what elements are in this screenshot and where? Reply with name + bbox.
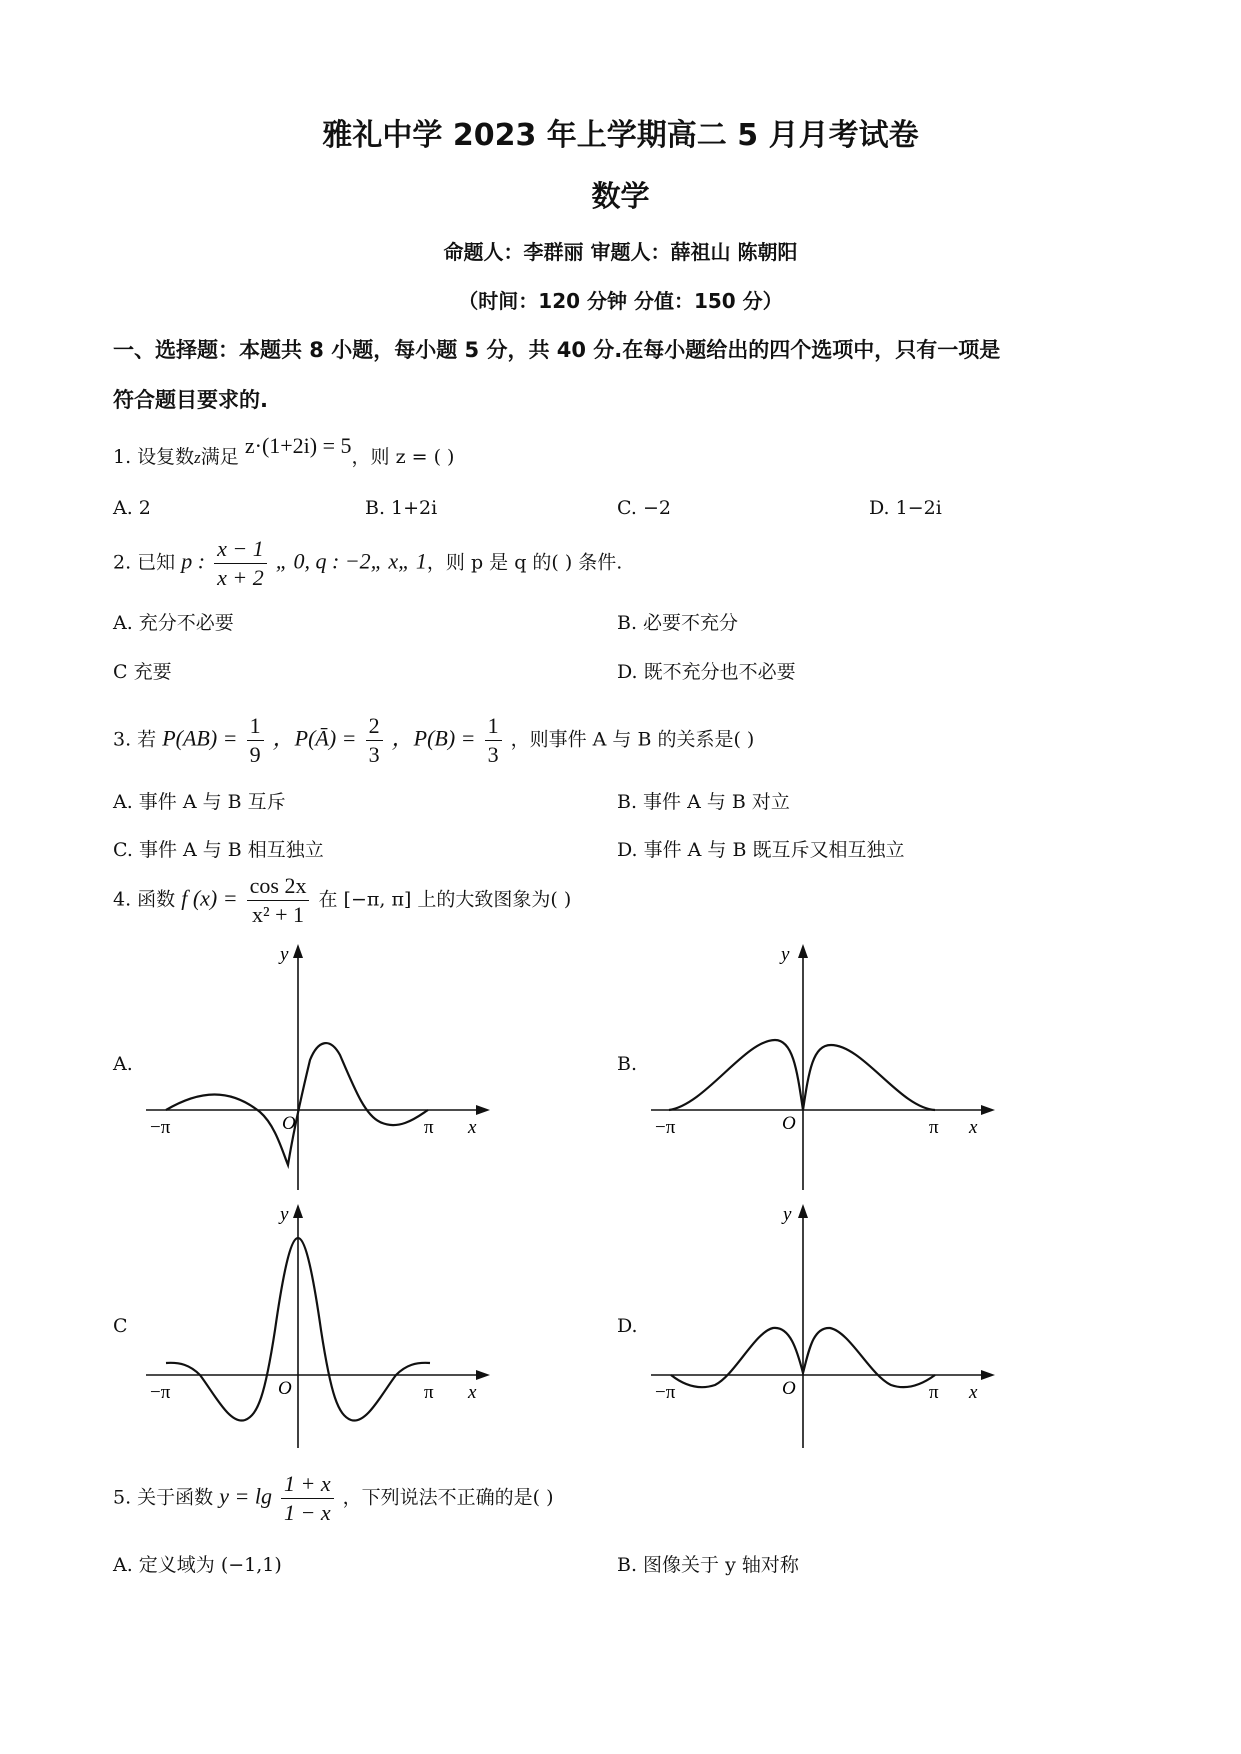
question-3 [113,712,754,769]
q2-fraction [214,535,267,592]
q5-option-b[interactable]: B. 图像关于 y 轴对称 [617,1554,799,1576]
q1-option-a[interactable]: A. 2 [113,497,151,519]
neg-pi-label: −π [150,1117,171,1138]
q3-option-c[interactable]: C. 事件 A 与 B 相互独立 [113,839,324,861]
neg-pi-label: −π [655,1382,676,1403]
x-label: x [969,1382,978,1403]
q3-option-b[interactable]: B. 事件 A 与 B 对立 [617,791,790,813]
x-arrow-icon [476,1370,490,1380]
q3-f3-den: 3 [487,742,499,767]
q1-ask: ，则 z = ( ) [351,446,455,468]
y-arrow-icon [798,1204,808,1218]
q3-f2-num: 2 [366,712,383,741]
q3-f3-num: 1 [485,712,502,741]
q3-f1-num: 1 [247,712,264,741]
q1-var: z [194,448,201,467]
graph-a-curve [166,1043,428,1165]
q2-option-d[interactable]: D. 既不充分也不必要 [617,661,796,683]
q3-f2-den: 3 [368,742,380,767]
y-label: y [781,944,790,965]
graph-d-label[interactable]: D. [617,1315,638,1337]
graph-c-label[interactable]: C [113,1315,128,1337]
q4-mid: 在 [−π, π] 上的大致图象为( ) [318,888,572,911]
y-label: y [280,944,289,965]
q3-expr-3: ，P(B) = [391,725,476,751]
authors: 命题人：李群丽 审题人：薛祖山 陈朝阳 [443,240,798,264]
q1-option-c[interactable]: C. −2 [617,497,671,519]
q5-tail: ，下列说法不正确的是( ) [342,1486,554,1509]
q2-option-b[interactable]: B. 必要不充分 [617,612,739,634]
q5-fx: y = lg [219,1483,272,1509]
q3-fraction-2 [366,712,383,769]
x-arrow-icon [981,1105,995,1115]
q5-pre: 5. 关于函数 [113,1486,214,1509]
q3-expr-1: P(AB) = [162,725,238,751]
q4-pre: 4. 函数 [113,888,176,911]
question-4 [113,872,571,929]
y-arrow-icon [293,1204,303,1218]
subject-title: 数学 [591,179,650,213]
section-heading-cont: 符合题目要求的. [113,388,268,412]
neg-pi-label: −π [655,1117,676,1138]
q4-fraction-num: cos 2x [247,872,310,901]
q3-pre: 3. 若 [113,728,157,751]
origin-label: O [782,1113,796,1134]
pi-label: π [424,1382,434,1403]
q3-expr-2: ，P(Ā) = [272,725,357,751]
time-score: （时间：120 分钟 分值：150 分） [458,289,783,313]
section-heading: 一、选择题：本题共 8 小题，每小题 5 分，共 40 分.在每小题给出的四个选项中，只有一项是 [113,338,1001,362]
q1-num: 1. 设复数 [113,446,195,468]
exam-title: 雅礼中学 2023 年上学期高二 5 月月考试卷 [322,118,919,153]
q2-condition: „ 0, q : −2„ x„ 1 [275,548,427,574]
q5-fraction [281,1470,334,1527]
q2-fraction-den: x + 2 [217,565,264,590]
q1-option-d[interactable]: D. 1−2i [869,497,942,519]
q2-tail: ，则 p 是 q 的( ) 条件. [426,551,623,574]
graph-c [140,1200,500,1450]
q2-pre: 2. 已知 [113,551,176,574]
q2-option-c[interactable]: C 充要 [113,661,172,683]
q2-option-a[interactable]: A. 充分不必要 [113,612,234,634]
pi-label: π [424,1117,434,1138]
q3-fraction-3 [485,712,502,769]
y-arrow-icon [798,944,808,958]
y-arrow-icon [293,944,303,958]
q5-option-a[interactable]: A. 定义域为 (−1,1) [113,1554,282,1576]
y-label: y [280,1204,289,1225]
graph-b-label[interactable]: B. [617,1053,638,1075]
graph-d [645,1200,1005,1450]
graph-b-curve [669,1040,935,1110]
q4-fraction-den: x² + 1 [252,902,305,927]
q3-fraction-1 [247,712,264,769]
question-1 [113,433,455,469]
q2-fraction-num: x − 1 [214,535,267,564]
q3-option-a[interactable]: A. 事件 A 与 B 互斥 [113,791,286,813]
q3-f1-den: 9 [249,742,261,767]
origin-label: O [782,1378,796,1399]
q1-option-b[interactable]: B. 1+2i [365,497,438,519]
q2-p: p : [181,548,206,574]
q3-tail: ，则事件 A 与 B 的关系是( ) [510,728,755,751]
q4-fraction [247,872,310,929]
pi-label: π [929,1382,939,1403]
q1-cond: 满足 [200,446,239,468]
x-arrow-icon [981,1370,995,1380]
q3-option-d[interactable]: D. 事件 A 与 B 既互斥又相互独立 [617,839,905,861]
graph-a [140,940,500,1190]
pi-label: π [929,1117,939,1138]
x-label: x [468,1117,477,1138]
origin-label: O [282,1113,296,1134]
neg-pi-label: −π [150,1382,171,1403]
question-5 [113,1470,554,1527]
q5-fraction-num: 1 + x [281,1470,334,1499]
x-arrow-icon [476,1105,490,1115]
q4-fx: f (x) = [181,885,238,911]
question-2 [113,535,622,592]
x-label: x [468,1382,477,1403]
graph-a-label[interactable]: A. [113,1053,133,1075]
y-label: y [783,1204,792,1225]
q5-fraction-den: 1 − x [284,1500,331,1525]
x-label: x [969,1117,978,1138]
graph-b [645,940,1005,1190]
q1-equation: z·(1+2i) = 5 [244,433,352,458]
origin-label: O [278,1378,292,1399]
